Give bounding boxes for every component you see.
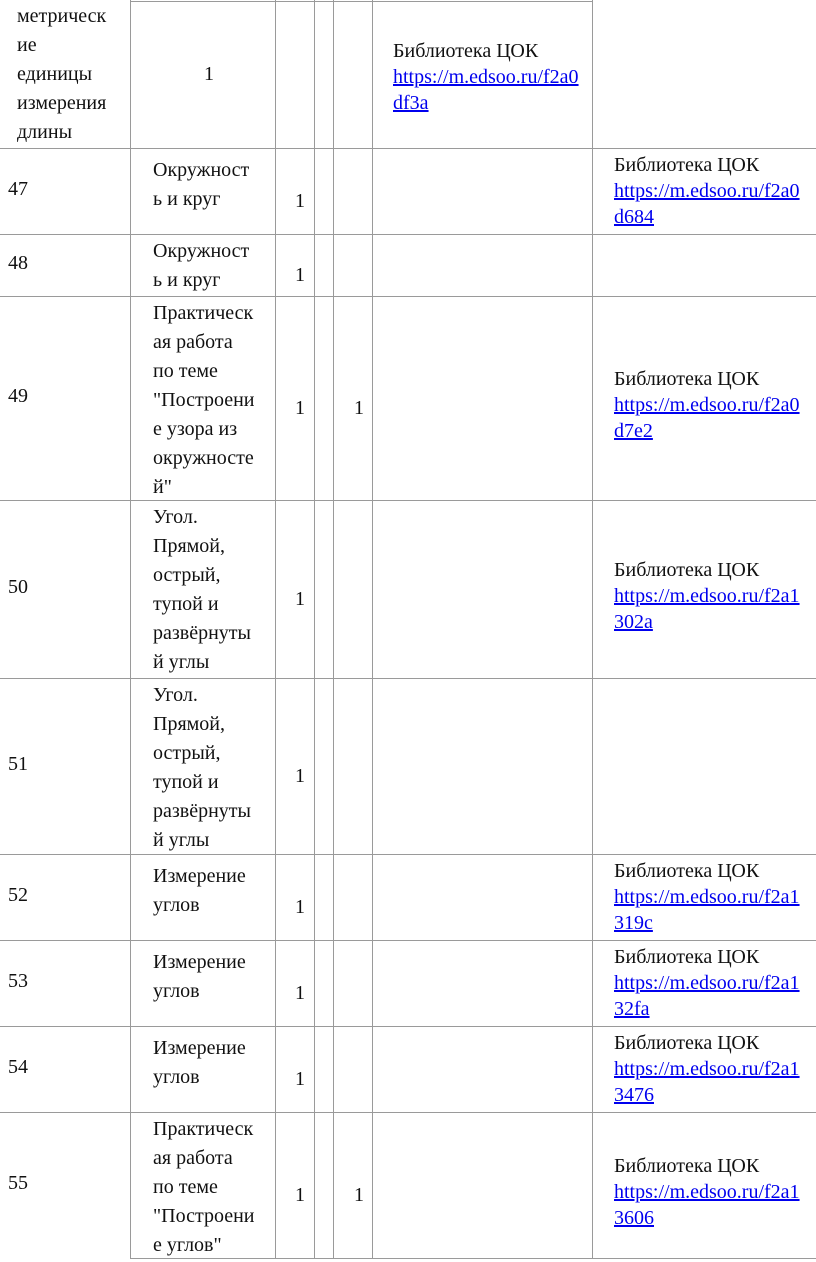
row-divider: [0, 296, 816, 297]
topic-cell-line: Измерение: [153, 951, 246, 973]
row-divider: [0, 1112, 816, 1113]
resource-cell: [393, 38, 579, 116]
topic-cell-line: углов: [153, 894, 200, 916]
top-row-border: [130, 1, 592, 2]
resource-link-line[interactable]: https://m.edsoo.ru/f2a0: [393, 66, 579, 88]
topic-cell-line: Практическ: [153, 1118, 254, 1140]
topic-cell-line: тупой и: [153, 593, 219, 615]
resource-link-line[interactable]: https://m.edsoo.ru/f2a1: [614, 1181, 800, 1203]
topic-cell-line: ие: [17, 34, 37, 56]
topic-cell-line: "Построени: [153, 389, 255, 411]
resource-link[interactable]: [614, 583, 800, 635]
resource-link-line[interactable]: https://m.edsoo.ru/f2a1: [614, 1058, 800, 1080]
row-divider: [0, 854, 816, 855]
topic-cell-line: Измерение: [153, 1037, 246, 1059]
column-divider: [314, 0, 315, 148]
resource-link[interactable]: [614, 1179, 800, 1231]
row-divider: [0, 500, 816, 501]
resource-link-line[interactable]: https://m.edsoo.ru/f2a1: [614, 886, 800, 908]
hours-cell: 1: [295, 588, 305, 610]
hours-cell: 1: [204, 63, 214, 85]
topic-cell-line: острый,: [153, 742, 221, 764]
topic-cell-line: измерения: [17, 92, 107, 114]
topic-cell: [153, 299, 255, 502]
topic-cell-line: ь и круг: [153, 188, 221, 210]
topic-cell-line: Практическ: [153, 302, 254, 324]
column-divider: [372, 0, 373, 148]
resource-cell: [614, 858, 800, 936]
row-number-cell: 48: [8, 252, 28, 274]
row-number-cell: 47: [8, 178, 28, 200]
resource-link[interactable]: [614, 178, 800, 230]
topic-cell-line: по теме: [153, 360, 218, 382]
topic-cell-line: ая работа: [153, 1147, 233, 1169]
resource-link[interactable]: [614, 884, 800, 936]
topic-cell-line: по теме: [153, 1176, 218, 1198]
resource-link[interactable]: [614, 970, 800, 1022]
topic-cell: [153, 862, 246, 920]
topic-cell: [153, 948, 246, 1006]
topic-cell-line: длины: [17, 121, 72, 143]
hours-cell: 1: [295, 397, 305, 419]
resource-link-line[interactable]: https://m.edsoo.ru/f2a0: [614, 180, 800, 202]
topic-cell: [153, 1034, 246, 1092]
topic-cell-line: й углы: [153, 829, 210, 851]
practical-hours-cell: 1: [354, 397, 364, 419]
row-divider: [0, 234, 816, 235]
hours-cell: 1: [295, 765, 305, 787]
row-number-cell: 49: [8, 385, 28, 407]
row-divider: [0, 678, 816, 679]
column-divider: [130, 0, 131, 148]
resource-link-line[interactable]: 3606: [614, 1207, 654, 1229]
topic-cell-line: единицы: [17, 63, 93, 85]
topic-cell-line: Прямой,: [153, 713, 226, 735]
topic-cell: [17, 2, 106, 147]
resource-cell: [614, 1153, 800, 1231]
topic-cell-line: углов: [153, 980, 200, 1002]
topic-cell-line: развёрнуты: [153, 622, 251, 644]
row-number-cell: 50: [8, 576, 28, 598]
resource-label: Библиотека ЦОК: [614, 1032, 760, 1054]
resource-label: Библиотека ЦОК: [614, 860, 760, 882]
column-divider: [275, 148, 276, 1258]
resource-link-line[interactable]: https://m.edsoo.ru/f2a1: [614, 585, 800, 607]
resource-link-line[interactable]: 32fa: [614, 998, 650, 1020]
topic-cell-line: метрическ: [17, 5, 107, 27]
resource-label: Библиотека ЦОК: [614, 559, 760, 581]
row-divider: [0, 1026, 816, 1027]
resource-label: Библиотека ЦОК: [614, 946, 760, 968]
resource-link[interactable]: [614, 392, 800, 444]
row-number-cell: 51: [8, 753, 28, 775]
resource-cell: [614, 366, 800, 444]
topic-cell-line: е углов": [153, 1234, 222, 1256]
topic-cell-line: окружносте: [153, 447, 254, 469]
row-divider: [0, 148, 816, 149]
column-divider: [592, 148, 593, 1258]
topic-cell-line: "Построени: [153, 1205, 255, 1227]
topic-cell-line: й": [153, 476, 172, 498]
resource-cell: [614, 557, 800, 635]
hours-cell: 1: [295, 264, 305, 286]
topic-cell-line: й углы: [153, 651, 210, 673]
topic-cell-line: ая работа: [153, 331, 233, 353]
row-divider: [0, 940, 816, 941]
resource-link-line[interactable]: d7e2: [614, 420, 653, 442]
topic-cell: [153, 156, 249, 214]
resource-link[interactable]: [393, 64, 579, 116]
practical-hours-cell: 1: [354, 1184, 364, 1206]
topic-cell-line: тупой и: [153, 771, 219, 793]
resource-link-line[interactable]: 3476: [614, 1084, 654, 1106]
row-number-cell: 52: [8, 884, 28, 906]
hours-cell: 1: [295, 1068, 305, 1090]
resource-link-line[interactable]: https://m.edsoo.ru/f2a0: [614, 394, 800, 416]
column-divider: [592, 0, 593, 148]
hours-cell: 1: [295, 1184, 305, 1206]
topic-cell-line: Угол.: [153, 684, 198, 706]
resource-link-line[interactable]: 302a: [614, 611, 653, 633]
topic-cell-line: Окружност: [153, 159, 250, 181]
resource-label: Библиотека ЦОК: [614, 1155, 760, 1177]
resource-link-line[interactable]: d684: [614, 206, 654, 228]
row-number-cell: 55: [8, 1172, 28, 1194]
topic-cell-line: Прямой,: [153, 535, 226, 557]
resource-label: Библиотека ЦОК: [393, 40, 539, 62]
topic-cell-line: Измерение: [153, 865, 246, 887]
topic-cell-line: ь и круг: [153, 269, 221, 291]
column-divider: [333, 0, 334, 148]
hours-cell: 1: [295, 896, 305, 918]
hours-cell: 1: [295, 190, 305, 212]
column-divider: [130, 148, 131, 1258]
resource-link[interactable]: [614, 1056, 800, 1108]
topic-cell-line: острый,: [153, 564, 221, 586]
resource-link-line[interactable]: df3a: [393, 92, 429, 114]
resource-label: Библиотека ЦОК: [614, 368, 760, 390]
topic-cell: [153, 237, 249, 295]
topic-cell-line: развёрнуты: [153, 800, 251, 822]
resource-cell: [614, 1030, 800, 1108]
topic-cell-line: Угол.: [153, 506, 198, 528]
topic-cell-line: Окружност: [153, 240, 250, 262]
topic-cell: [153, 681, 251, 855]
row-number-cell: 54: [8, 1056, 28, 1078]
topic-cell: [153, 1115, 255, 1260]
resource-label: Библиотека ЦОК: [614, 154, 760, 176]
topic-cell-line: углов: [153, 1066, 200, 1088]
column-divider: [333, 148, 334, 1258]
hours-cell: 1: [295, 982, 305, 1004]
resource-cell: [614, 152, 800, 230]
column-divider: [372, 148, 373, 1258]
row-number-cell: 53: [8, 970, 28, 992]
resource-cell: [614, 944, 800, 1022]
column-divider: [314, 148, 315, 1258]
resource-link-line[interactable]: https://m.edsoo.ru/f2a1: [614, 972, 800, 994]
resource-link-line[interactable]: 319c: [614, 912, 653, 934]
topic-cell: [153, 503, 251, 677]
column-divider: [275, 0, 276, 148]
topic-cell-line: е узора из: [153, 418, 238, 440]
